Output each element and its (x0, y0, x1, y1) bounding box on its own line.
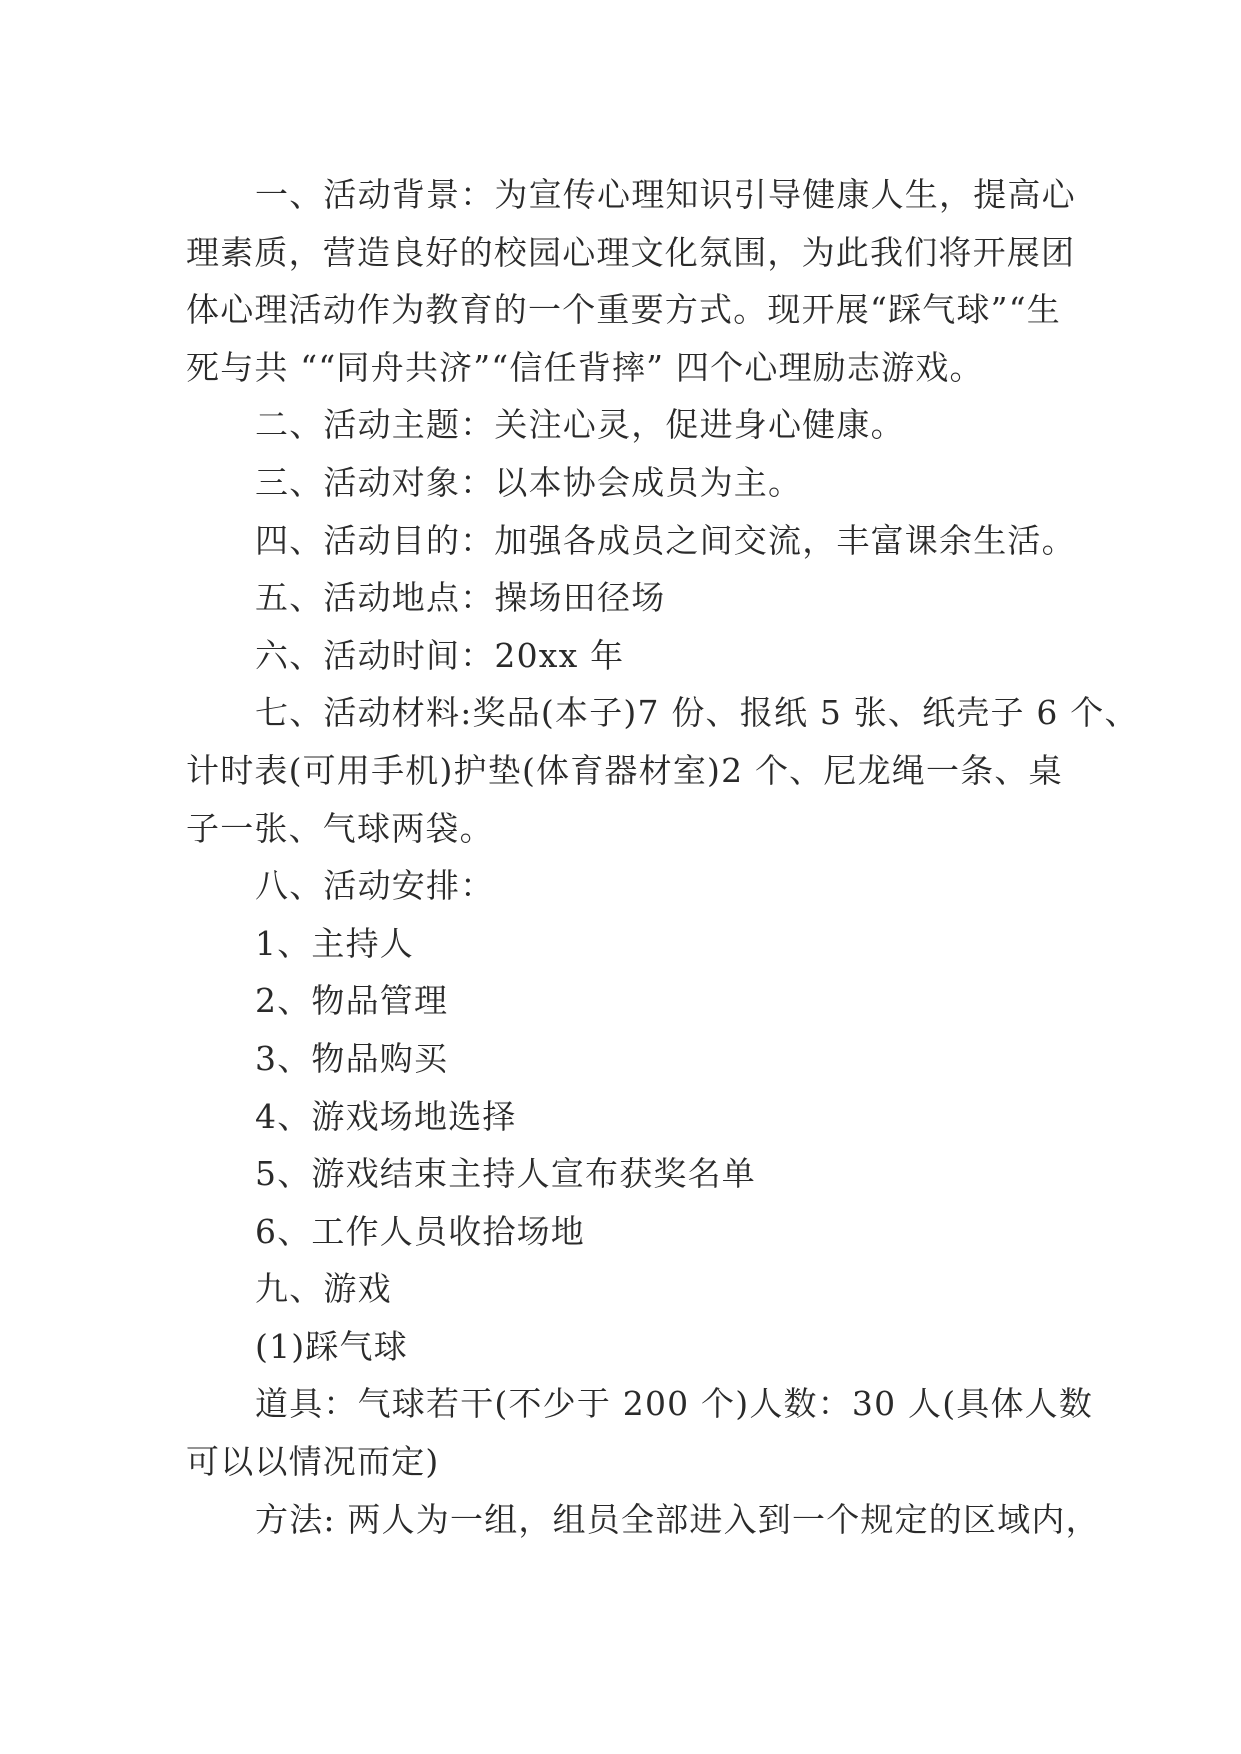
text-line: 六、活动时间：20xx 年 (255, 635, 625, 675)
text-line: 计时表(可用手机)护垫(体育器材室)2 个、尼龙绳一条、桌 (186, 750, 1063, 790)
text-line: 七、活动材料:奖品(本子)7 份、报纸 5 张、纸壳子 6 个、 (255, 693, 1139, 733)
text-line: 4、游戏场地选择 (255, 1096, 517, 1136)
text-line: 九、游戏 (255, 1269, 392, 1309)
text-line: 体心理活动作为教育的一个重要方式。现开展“踩气球”“生 (186, 290, 1062, 330)
text-line: 子一张、气球两袋。 (186, 808, 494, 848)
text-line: 1、主持人 (255, 923, 414, 963)
text-line: 可以以情况而定) (186, 1442, 440, 1482)
text-line: 2、物品管理 (255, 981, 449, 1021)
text-line: 6、工作人员收拾场地 (255, 1211, 585, 1251)
text-line: 三、活动对象：以本协会成员为主。 (255, 462, 803, 502)
text-line: 二、活动主题：关注心灵，促进身心健康。 (255, 405, 905, 445)
text-line: 四、活动目的：加强各成员之间交流，丰富课余生活。 (255, 520, 1076, 560)
text-line: 方法: 两人为一组，组员全部进入到一个规定的区域内， (255, 1499, 1100, 1539)
text-line: (1)踩气球 (255, 1326, 408, 1366)
text-line: 5、游戏结束主持人宣布获奖名单 (255, 1154, 756, 1194)
text-block (186, 166, 1139, 1548)
text-line: 3、物品购买 (255, 1038, 449, 1078)
text-line: 一、活动背景：为宣传心理知识引导健康人生，提高心 (255, 175, 1076, 214)
text-line: 理素质，营造良好的校园心理文化氛围，为此我们将开展团 (186, 232, 1076, 272)
text-line: 死与共 ““同舟共济”“信任背摔” 四个心理励志游戏。 (186, 347, 984, 387)
text-line: 五、活动地点：操场田径场 (255, 578, 666, 618)
text-line: 道具：气球若干(不少于 200 个)人数：30 人(具体人数 (255, 1384, 1094, 1424)
text-line: 八、活动安排： (255, 866, 495, 906)
